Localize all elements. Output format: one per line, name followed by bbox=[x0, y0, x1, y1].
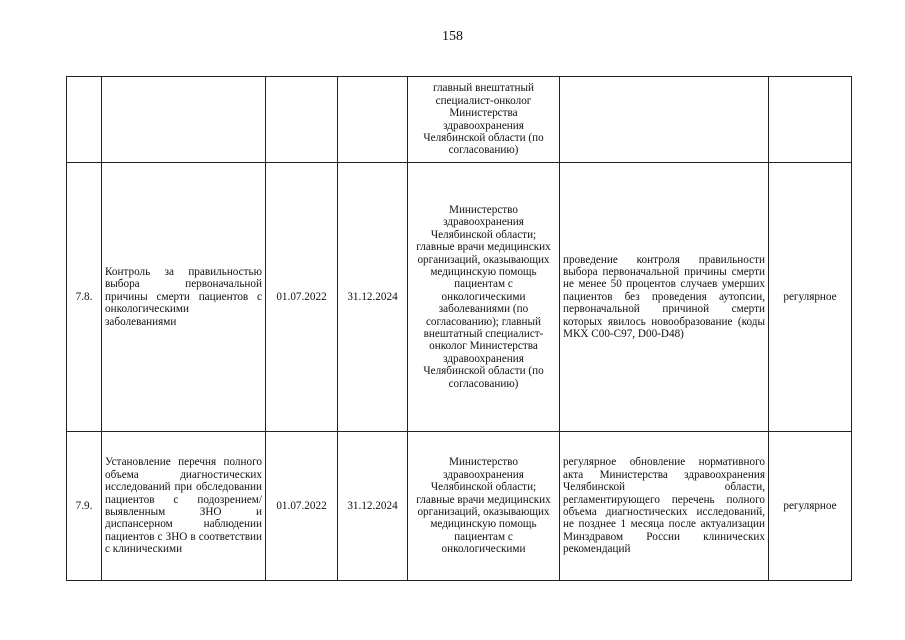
responsible-cell: Министерство здравоохранения Челябинской области; главные врачи медицинских организаций, оказывающих медицинскую помощь пациентам с онкологическими bbox=[408, 432, 560, 581]
result-cell: регулярное обновление нормативного акта Министерства здравоохранения Челябинской области, регламентирующего перечень полного объема диагностических исследований, не позднее 1 месяца после актуализации Минздравом России клинических рекомендаций bbox=[560, 432, 769, 581]
row-number-cell: 7.8. bbox=[67, 163, 102, 432]
table-row bbox=[67, 77, 852, 163]
end-date-cell: 31.12.2024 bbox=[338, 432, 408, 581]
row-number-cell bbox=[67, 77, 102, 163]
frequency-cell: регулярное bbox=[769, 163, 852, 432]
result-cell bbox=[560, 77, 769, 163]
result-cell: проведение контроля правильности выбора первоначальной причины смерти не менее 50 процентов случаев умерших пациентов без проведения аутопсии, первоначальной причиной смерти которых явилось новообразование (коды МКХ С00-С97, D00-D48) bbox=[560, 163, 769, 432]
start-date-cell: 01.07.2022 bbox=[266, 163, 338, 432]
frequency-cell: регулярное bbox=[769, 432, 852, 581]
frequency-cell bbox=[769, 77, 852, 163]
measures-table bbox=[66, 76, 852, 581]
end-date-cell bbox=[338, 77, 408, 163]
task-cell: Контроль за правильностью выбора первоначальной причины смерти пациентов с онкологическими заболеваниями bbox=[102, 163, 266, 432]
task-cell bbox=[102, 77, 266, 163]
row-number-cell: 7.9. bbox=[67, 432, 102, 581]
start-date-cell: 01.07.2022 bbox=[266, 432, 338, 581]
responsible-cell: главный внештатный специалист-онколог Министерства здравоохранения Челябинской области (по согласованию) bbox=[408, 77, 560, 163]
table-row bbox=[67, 432, 852, 581]
responsible-cell: Министерство здравоохранения Челябинской области; главные врачи медицинских организаций, оказывающих медицинскую помощь пациентам с онкологическими заболеваниями (по согласованию); главный внештатный специалист-онколог Министерства здравоохранения Челябинской области (по согласованию) bbox=[408, 163, 560, 432]
page-number: 158 bbox=[442, 29, 463, 44]
task-cell: Установление перечня полного объема диагностических исследований при обследовании пациентов с подозрением/выявленным ЗНО и диспансерном наблюдении пациентов с ЗНО в соответствии с клиническими bbox=[102, 432, 266, 581]
table-row bbox=[67, 163, 852, 432]
end-date-cell: 31.12.2024 bbox=[338, 163, 408, 432]
start-date-cell bbox=[266, 77, 338, 163]
